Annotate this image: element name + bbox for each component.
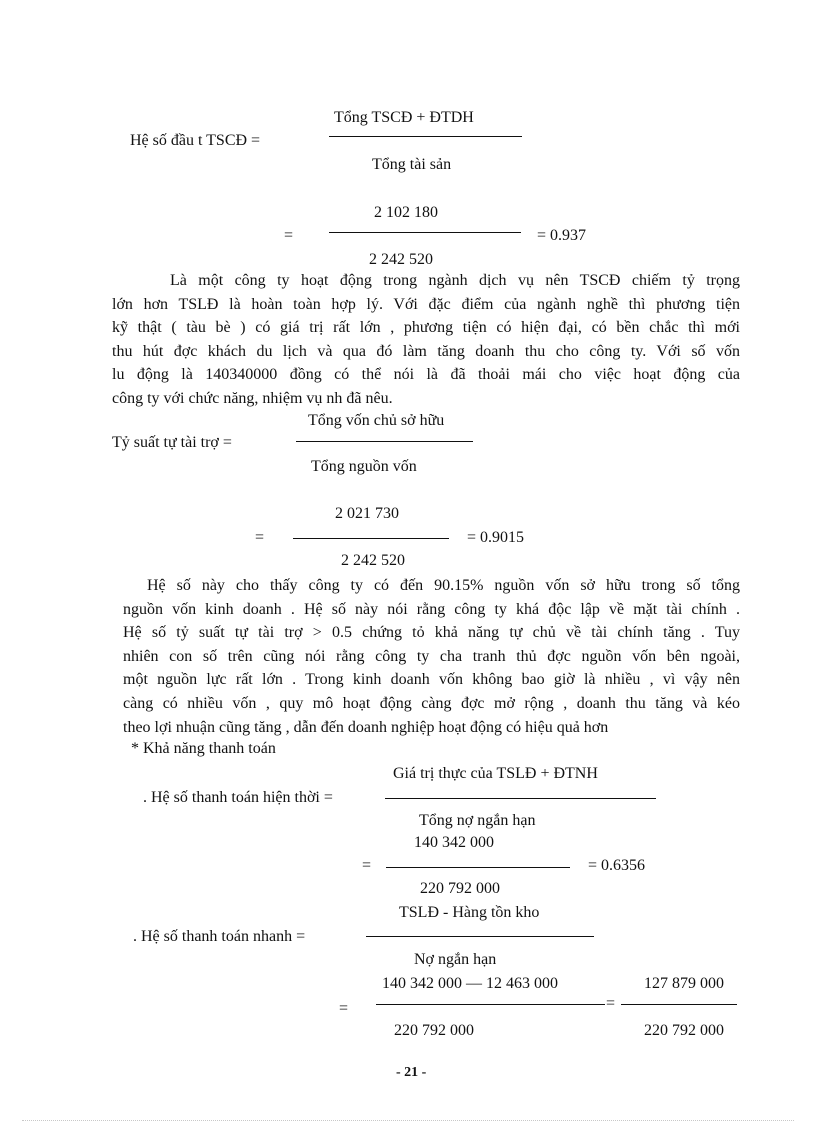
f2-num-value: 2 021 730 [335, 505, 399, 522]
paragraph-1-line: lớn hơn TSLĐ là hoàn toàn hợp lý. Với đặc điểm của ngành nghề thì phương tiện [112, 295, 740, 313]
f1-numerator: Tổng TSCĐ + ĐTDH [334, 109, 474, 126]
paragraph-2-line: càng có nhiều vốn , quy mô hoạt động càng đợc mở rộng , doanh thu tăng và kéo [123, 694, 740, 712]
f4-value-bar [376, 1004, 605, 1005]
f2-result: = 0.9015 [467, 529, 525, 546]
paragraph-2-line: theo lợi nhuận cũng tăng , dẫn đến doanh nghiệp hoạt động có hiệu quả hơn [123, 718, 609, 736]
paragraph-2-line: nguồn vốn kinh doanh . Hệ số này nói rằng công ty khá độc lập về mặt tài chính . [123, 600, 740, 618]
f3-denominator: Tổng nợ ngắn hạn [419, 812, 536, 829]
f1-denominator: Tổng tài sản [372, 156, 452, 173]
f4-den-value: 220 792 000 [394, 1022, 474, 1039]
paragraph-1-line: công ty với chức năng, nhiệm vụ nh đã nêu. [112, 389, 393, 407]
f2-den-value: 2 242 520 [341, 552, 405, 569]
paragraph-1-line: kỹ thật ( tàu bè ) có giá trị rất lớn , phương tiện có hiện đại, có bền chắc thì mới [112, 319, 740, 337]
f2-denominator: Tổng nguồn vốn [311, 458, 417, 475]
paragraph-2-line: Hệ số này cho thấy công ty có đến 90.15% nguồn vốn sở hữu trong số tổng [147, 577, 740, 594]
paragraph-2 [123, 574, 740, 739]
f2-value-bar [293, 538, 449, 539]
f3-den-value: 220 792 000 [420, 880, 500, 897]
f4-fraction-bar [366, 936, 594, 937]
f3-value-bar [386, 867, 570, 868]
paragraph-2-line: Hệ số tỷ suất tự tài trợ > 0.5 chứng tỏ khả năng tự chủ về tài chính tăng . Tuy [123, 624, 740, 642]
f4-eq: = [339, 1000, 349, 1017]
f2-eq: = [255, 529, 265, 546]
f1-label: Hệ số đầu t TSCĐ = [130, 132, 261, 149]
paragraph-1 [112, 269, 740, 411]
f4-den-value-2: 220 792 000 [644, 1022, 724, 1039]
f1-den-value: 2 242 520 [369, 251, 433, 268]
f4-denominator: Nợ ngắn hạn [414, 951, 497, 968]
page-bottom-divider [22, 1120, 794, 1121]
f4-label: . Hệ số thanh toán nhanh = [133, 928, 306, 945]
f3-numerator: Giá trị thực của TSLĐ + ĐTNH [393, 765, 598, 782]
f1-fraction-bar [329, 136, 522, 137]
f4-num-value: 140 342 000 — 12 463 000 [382, 975, 558, 992]
paragraph-1-line: Là một công ty hoạt động trong ngành dịch vụ nên TSCĐ chiếm tỷ trọng [170, 272, 740, 289]
f4-value-bar-2 [621, 1004, 737, 1005]
f3-eq: = [362, 857, 372, 874]
f4-numerator: TSLĐ - Hàng tồn kho [399, 904, 540, 921]
f3-fraction-bar [385, 798, 656, 799]
f3-num-value: 140 342 000 [414, 834, 494, 851]
section-heading: * Khả năng thanh toán [131, 740, 276, 757]
f2-fraction-bar [296, 441, 473, 442]
f3-result: = 0.6356 [588, 857, 646, 874]
f1-result: = 0.937 [537, 227, 587, 244]
f3-label: . Hệ số thanh toán hiện thời = [143, 789, 333, 806]
paragraph-1-line: lu động là 140340000 đồng có thể nói là đã thoải mái cho việc hoạt động của [112, 366, 740, 384]
f2-label: Tỷ suất tự tài trợ = [112, 434, 232, 451]
f1-eq: = [284, 227, 294, 244]
paragraph-2-line: nhiên con số trên cũng nói rằng công ty cha tranh thủ đợc nguồn vốn bên ngoài, [123, 647, 740, 665]
paragraph-1-line: thu hút đợc khách du lịch và qua đó làm tăng doanh thu cho công ty. Với số vốn [112, 342, 740, 360]
f2-numerator: Tổng vốn chủ sở hữu [308, 412, 445, 429]
f4-num-value-2: 127 879 000 [644, 975, 724, 992]
f1-value-bar [329, 232, 521, 233]
f4-eq-2: = [606, 995, 616, 1012]
page-number: - 21 - [396, 1065, 427, 1080]
f1-num-value: 2 102 180 [374, 204, 438, 221]
paragraph-2-line: một nguồn lực rất lớn . Trong kinh doanh vốn không bao giờ là nhiều , vì vậy nên [123, 671, 740, 689]
